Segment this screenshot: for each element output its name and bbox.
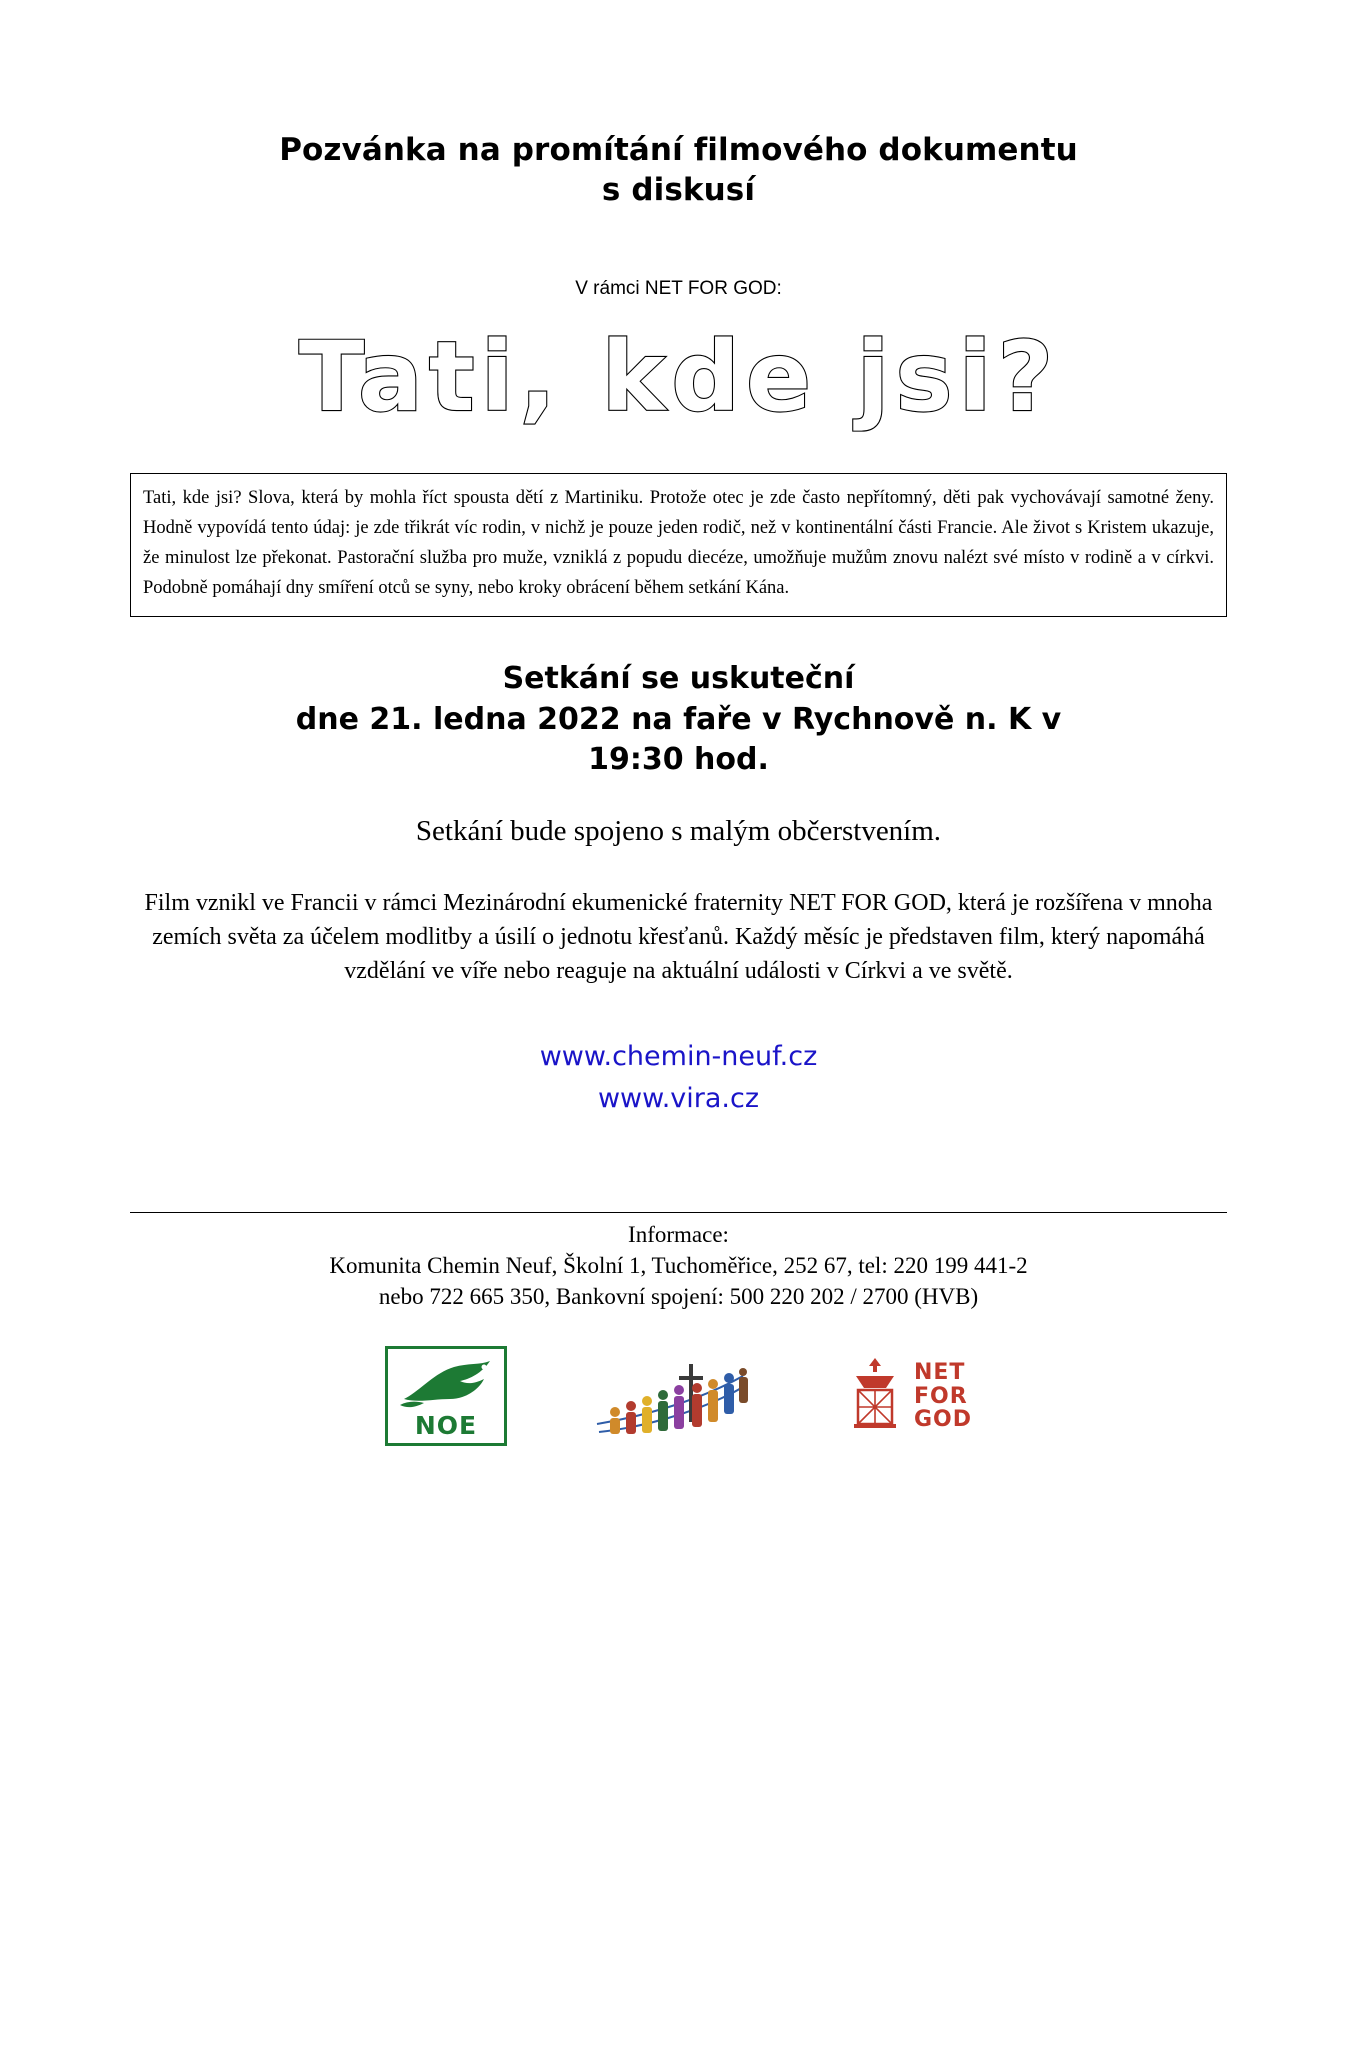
link-vira[interactable]: www.vira.cz bbox=[597, 1082, 760, 1114]
net-icon bbox=[844, 1354, 906, 1438]
link-chemin-neuf[interactable]: www.chemin-neuf.cz bbox=[539, 1040, 818, 1072]
film-title bbox=[130, 327, 1227, 435]
footer-divider bbox=[130, 1212, 1227, 1213]
page-title bbox=[130, 131, 1227, 210]
noe-wordmark: NOE bbox=[414, 1411, 478, 1441]
nfg-line2: FOR bbox=[913, 1383, 968, 1409]
meeting-line1: Setkání se uskuteční bbox=[502, 661, 855, 697]
meeting-info bbox=[130, 659, 1227, 781]
footer-line2: nebo 722 665 350, Bankovní spojení: 500 220 202 / 2700 (HVB) bbox=[378, 1284, 979, 1310]
footer-line1: Komunita Chemin Neuf, Školní 1, Tuchoměřice, 252 67, tel: 220 199 441-2 bbox=[329, 1252, 1028, 1278]
page-title-line2: s diskusí bbox=[601, 171, 756, 208]
noe-logo bbox=[385, 1346, 507, 1446]
synopsis-box bbox=[130, 473, 1227, 617]
nfg-line1: NET bbox=[913, 1359, 966, 1385]
footer-info bbox=[130, 1219, 1227, 1313]
netforgod-wordmark bbox=[914, 1361, 972, 1432]
description-text: Film vznikl ve Francii v rámci Mezinárodní ekumenické fraternity NET FOR GOD, která je rozšířena v mnoha zemích světa za účelem modlitby a úsilí o jednotu křesťanů. Každý měsíc je představen film, který napomáhá vzdělání ve víře nebo reaguje na aktuální události v Církvi a ve světě. bbox=[144, 889, 1213, 984]
logos-row bbox=[130, 1346, 1227, 1446]
links-block bbox=[130, 1036, 1227, 1120]
framework-label: V rámci NET FOR GOD: bbox=[575, 278, 782, 300]
poster-page bbox=[0, 131, 1357, 2051]
synopsis-text: Tati, kde jsi? Slova, která by mohla říct spousta dětí z Martiniku. Protože otec je zde často nepřítomný, děti pak vychovávají samotné ženy. Hodně vypovídá tento údaj: je zde třikrát víc rodin, v nichž je pouze jeden rodič, než v kontinentální části Francie. Ale život s Kristem ukazuje, že minulost lze překonat. Pastorační služba pro muže, vzniklá z popudu diecéze, umožňuje mužům znovu nalézt své místo v rodině a v církvi. Podobně pomáhají dny smíření otců se syny, nebo kroky obrácení během setkání Kána. bbox=[143, 488, 1214, 599]
refreshment-note: Setkání bude spojeno s malým občerstvením. bbox=[415, 814, 942, 847]
footer-heading: Informace: bbox=[628, 1221, 729, 1247]
chemin-neuf-crowd-logo bbox=[593, 1346, 758, 1446]
film-title-text: Tati, kde jsi? bbox=[298, 327, 1059, 433]
page-title-line1: Pozvánka na promítání filmového dokumentu bbox=[279, 132, 1078, 168]
meeting-line3: 19:30 hod. bbox=[588, 742, 769, 778]
dove-icon bbox=[394, 1355, 502, 1417]
netforgod-logo bbox=[844, 1346, 972, 1446]
nfg-line3: GOD bbox=[913, 1407, 973, 1433]
meeting-line2: dne 21. ledna 2022 na faře v Rychnově n. K v bbox=[295, 701, 1062, 737]
